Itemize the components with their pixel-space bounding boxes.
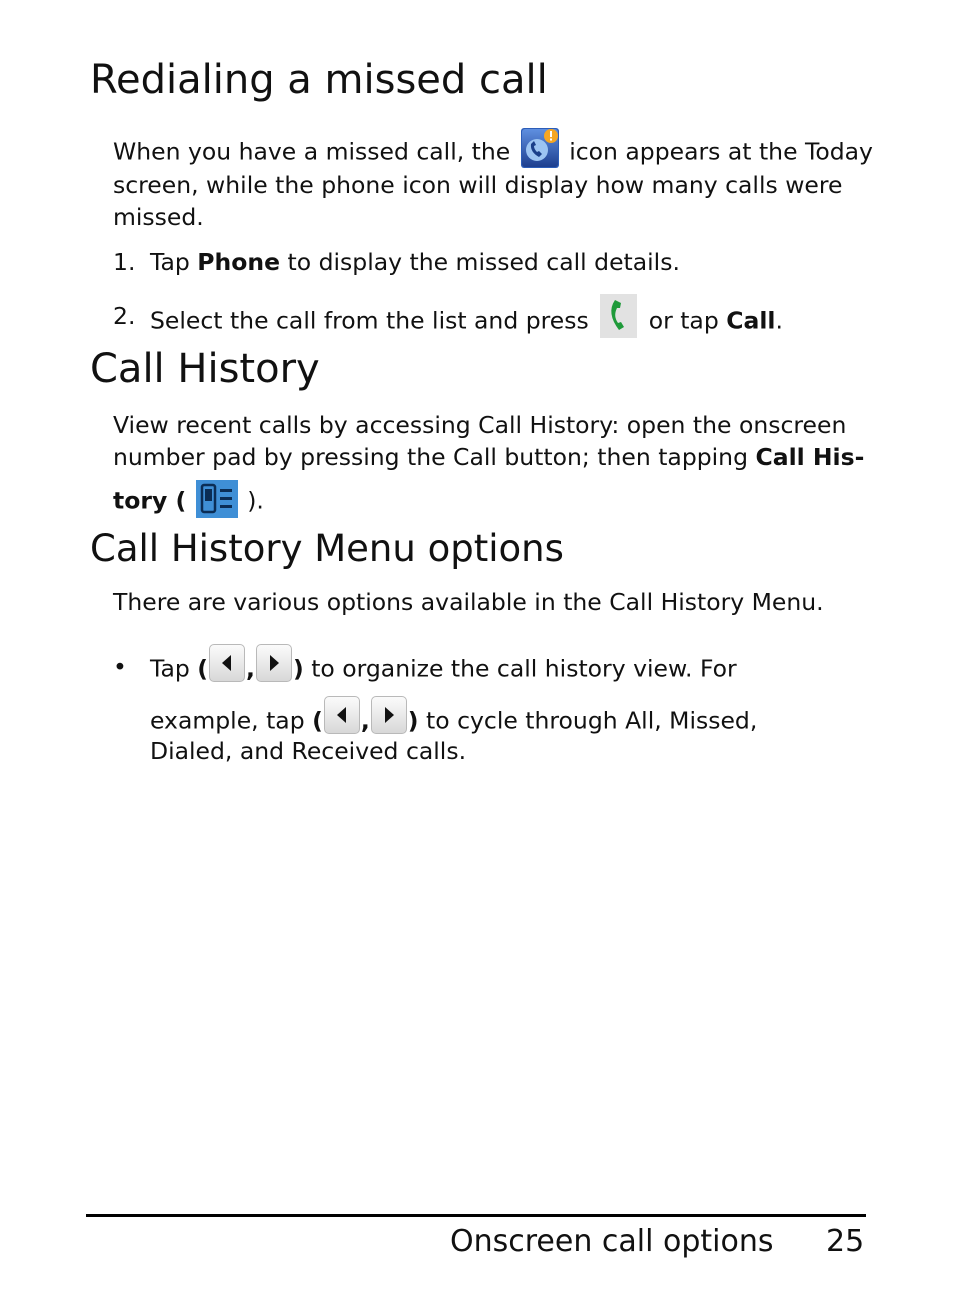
history-line3 <box>113 483 264 521</box>
step-2 <box>150 300 783 344</box>
missed-intro-line3: missed. <box>113 203 204 231</box>
step-text: . <box>775 306 783 335</box>
step-text: Select the call from the list and press <box>150 306 589 335</box>
comma: , <box>246 654 255 683</box>
section-title-menu-options: Call History Menu options <box>90 527 564 570</box>
right-arrow-icon <box>371 696 407 734</box>
call-history-label: tory ( <box>113 486 187 515</box>
bullet-text: Tap <box>150 654 190 683</box>
history-line2 <box>113 441 864 473</box>
bullet-line3: Dialed, and Received calls. <box>150 737 467 765</box>
step-text: or tap <box>648 306 719 335</box>
bullet-symbol: • <box>113 653 127 681</box>
step-text: to display the missed call details. <box>287 248 680 276</box>
missed-intro-text-after: icon appears at the Today <box>569 137 873 166</box>
call-label: Call <box>726 306 776 335</box>
step-1 <box>150 246 680 278</box>
missed-intro-line1 <box>113 133 873 173</box>
section-title-call-history: Call History <box>90 346 320 392</box>
phone-label: Phone <box>197 248 281 276</box>
missed-intro-text: When you have a missed call, the <box>113 137 511 166</box>
menu-intro: There are various options available in the Call History Menu. <box>113 588 824 616</box>
left-arrow-icon <box>324 696 360 734</box>
bullet-text: to cycle through All, Missed, <box>426 706 758 735</box>
paren: ( <box>312 706 323 735</box>
step-text: Tap <box>150 248 190 276</box>
call-history-icon <box>196 480 238 518</box>
bullet-text: to organize the call history view. For <box>311 654 737 683</box>
page-number: 25 <box>826 1224 865 1259</box>
paren: ) <box>292 654 304 683</box>
bullet-text: example, tap <box>150 706 305 735</box>
footer-rule <box>86 1214 866 1217</box>
right-arrow-icon <box>256 644 292 682</box>
bullet-line1 <box>150 651 737 689</box>
history-line1: View recent calls by accessing Call History: open the onscreen <box>113 411 847 439</box>
missed-intro-line2: screen, while the phone icon will display how many calls were <box>113 171 843 199</box>
history-text: ). <box>247 486 264 515</box>
paren: ) <box>407 706 419 735</box>
missed-call-icon <box>521 128 559 168</box>
left-arrow-icon <box>209 644 245 682</box>
footer-section-title: Onscreen call options <box>450 1224 774 1259</box>
talk-icon <box>600 294 637 338</box>
comma: , <box>360 706 370 735</box>
step-number: 1. <box>113 248 136 276</box>
paren: ( <box>197 654 209 683</box>
step-number: 2. <box>113 302 136 330</box>
call-history-label: Call His- <box>755 443 865 471</box>
history-text: number pad by pressing the Call button; then tapping <box>113 443 748 471</box>
section-title-redialing: Redialing a missed call <box>90 57 548 103</box>
